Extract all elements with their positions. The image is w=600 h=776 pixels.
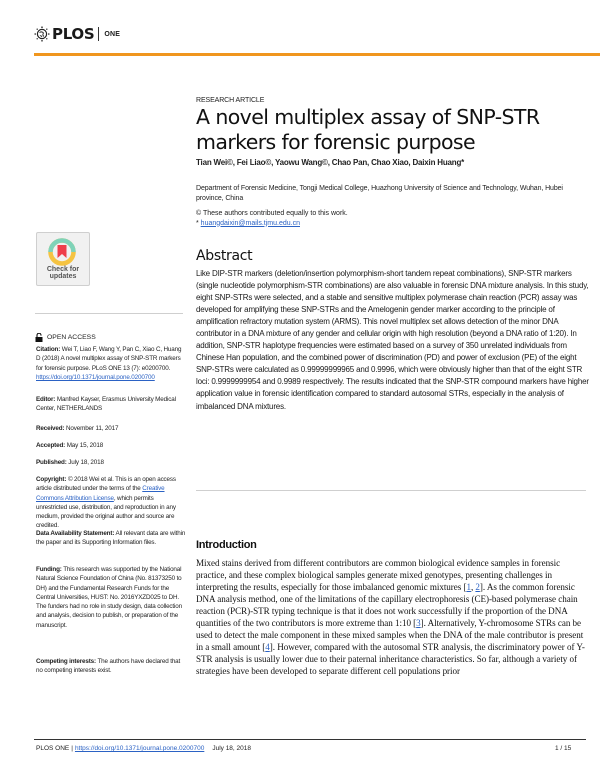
crossmark-icon bbox=[47, 237, 77, 267]
received-date: Received: November 11, 2017 bbox=[36, 425, 119, 432]
data-availability-block: Data Availability Statement: All relevant data are within the paper and its Supporting Information files. bbox=[36, 530, 186, 547]
citation-block: Citation: Wei T, Liao F, Wang Y, Pan C, Xiao C, Huang D (2018) A novel multiplex assay of SNP-STR markers for forensic purpose. PLoS ONE 13 (7): e0200700. https://doi.org/10.1371/journal.pone.0200700 bbox=[36, 346, 182, 381]
reference-link-3[interactable]: 3 bbox=[416, 618, 421, 629]
footer-date: July 18, 2018 bbox=[212, 745, 251, 752]
article-title: A novel multiplex assay of SNP-STR markers for forensic purpose bbox=[196, 105, 540, 154]
corresponding-email-link[interactable]: huangdaixin@mails.tjmu.edu.cn bbox=[200, 219, 300, 227]
funding-block: Funding: This research was supported by the National Natural Science Foundation of China (No. 81373250 to DH) and the Fundamental Research Funds for the Central Universities, HUST: No. 2016YXZD025 to DH. The funders had no role in study design, data collection and analysis, decision to publish, or preparation of the manuscript. bbox=[36, 566, 182, 629]
published-date: Published: July 18, 2018 bbox=[36, 459, 104, 466]
reference-link-4[interactable]: 4 bbox=[265, 642, 270, 653]
editor-block: Editor: Manfred Kayser, Erasmus University Medical Center, NETHERLANDS bbox=[36, 396, 176, 413]
reference-link-1[interactable]: 1 bbox=[466, 582, 471, 593]
introduction-heading: Introduction bbox=[196, 539, 257, 551]
affiliation: Department of Forensic Medicine, Tongji Medical College, Huazhong University of Science and Technology, Wuhan, Hubei province, China bbox=[196, 185, 563, 202]
abstract-text: Like DIP-STR markers (deletion/insertion polymorphism-short tandem repeat combinations), SNP-STR markers (single nucleotide polymorphism-STR combinations) are also valuable in forensic DNA mixture analysis. In this study, eight SNP-STRs were selected, and a stable and sensitive multiplex polymerase chain reaction (PCR) assay was developed for amplifying these SNP-STRs and the Amelogenin gender marker according to the principle of amplification refractory mutation system (ARMS). This novel multiplex set allows detection of the minor DNA contributor in a DNA mixture of any gender and cellular origin with high resolution (beyond a DNA ratio of 1:20). In addition, SNP-STR haplotype frequencies were estimated based on a survey of 350 unrelated individuals from Chinese Han population, and the combined power of discrimination (PD) and power of exclusion (PE) of the eight SNP-STRs were calculated as 0.99999999965 and 0.9996, which were obviously higher than that of the eight STR loci: 0.9999999954 and 0.9989 respectively. The results indicated that the SNP-STR compound markers have higher application value in forensic identification compared to standard autosomal STRs, especially in the analysis of imbalanced DNA mixtures. bbox=[196, 269, 589, 411]
footer-doi-link[interactable]: https://doi.org/10.1371/journal.pone.0200700 bbox=[74, 745, 205, 752]
introduction-text: Mixed stains derived from different contributors are common biological evidence samples in forensic practice, and these complex biological samples generate mixed genotypes, presenting challenges in interpreting the results, especially for those imbalanced genomic mixtures [1, 2]. As the common forensic DNA analysis method, one of the limitations of the capillary electrophoresis (CE)-based polymerase chain reaction (PCR)-STR typing technique is that it does not work successfully if the proportion of the DNA quantities of the two contributors is more extreme than 1:10 [3]. Alternatively, Y-chromosome STRs can be used to detect the male component in these mixed samples when the DNA of the male contributor is present in a small amount [4]. However, compared with the autosomal STR analysis, the discriminatory power of Y-STR analysis is usually lower due to their paternal inheritance characteristics. So far, although a variety of strategies have been developed to separate different cell populations prior bbox=[196, 558, 585, 677]
plos-one-logo[interactable] bbox=[34, 23, 120, 45]
footer-divider bbox=[34, 739, 586, 740]
cc-license-link[interactable]: Creative Commons Attribution License bbox=[36, 485, 165, 502]
corresponding-author: * huangdaixin@mails.tjmu.edu.cn bbox=[196, 219, 300, 227]
equal-contribution-note: © These authors contributed equally to this work. bbox=[196, 210, 348, 217]
author-notes bbox=[196, 209, 588, 228]
competing-interests-block: Competing interests: The authors have declared that no competing interests exist. bbox=[36, 658, 181, 675]
author-list: Tian Wei©, Fei Liao©, Yaowu Wang©, Chao Pan, Chao Xiao, Daixin Huang* bbox=[196, 158, 465, 167]
header-accent-rule bbox=[34, 53, 600, 56]
page-number: 1 / 15 bbox=[555, 745, 572, 752]
logo-journal: ONE bbox=[104, 30, 121, 38]
footer-journal: PLOS ONE bbox=[36, 745, 70, 752]
citation-doi-link[interactable]: https://doi.org/10.1371/journal.pone.0200700 bbox=[36, 373, 155, 381]
page-footer bbox=[36, 745, 251, 752]
check-for-updates-button[interactable] bbox=[36, 232, 90, 286]
abstract-heading: Abstract bbox=[196, 248, 253, 264]
footer-separator: | bbox=[71, 745, 73, 752]
globe-icon bbox=[34, 26, 50, 42]
open-access-label: OPEN ACCESS bbox=[35, 333, 96, 342]
check-for-updates-label: Check for updates bbox=[46, 266, 80, 280]
reference-link-2[interactable]: 2 bbox=[475, 582, 480, 593]
abstract-divider bbox=[196, 490, 586, 491]
article-type: RESEARCH ARTICLE bbox=[196, 97, 265, 104]
logo-brand: PLOS bbox=[52, 25, 95, 43]
logo-divider bbox=[98, 27, 99, 41]
unlocked-padlock-icon bbox=[35, 333, 43, 342]
copyright-block: Copyright: © 2018 Wei et al. This is an open access article distributed under the terms of the Creative Commons Attribution License, which permits unrestricted use, distribution, and reproduction in any medium, provided the original author and source are credited. bbox=[36, 476, 176, 530]
accepted-date: Accepted: May 15, 2018 bbox=[36, 442, 104, 449]
sidebar-divider bbox=[35, 313, 183, 314]
